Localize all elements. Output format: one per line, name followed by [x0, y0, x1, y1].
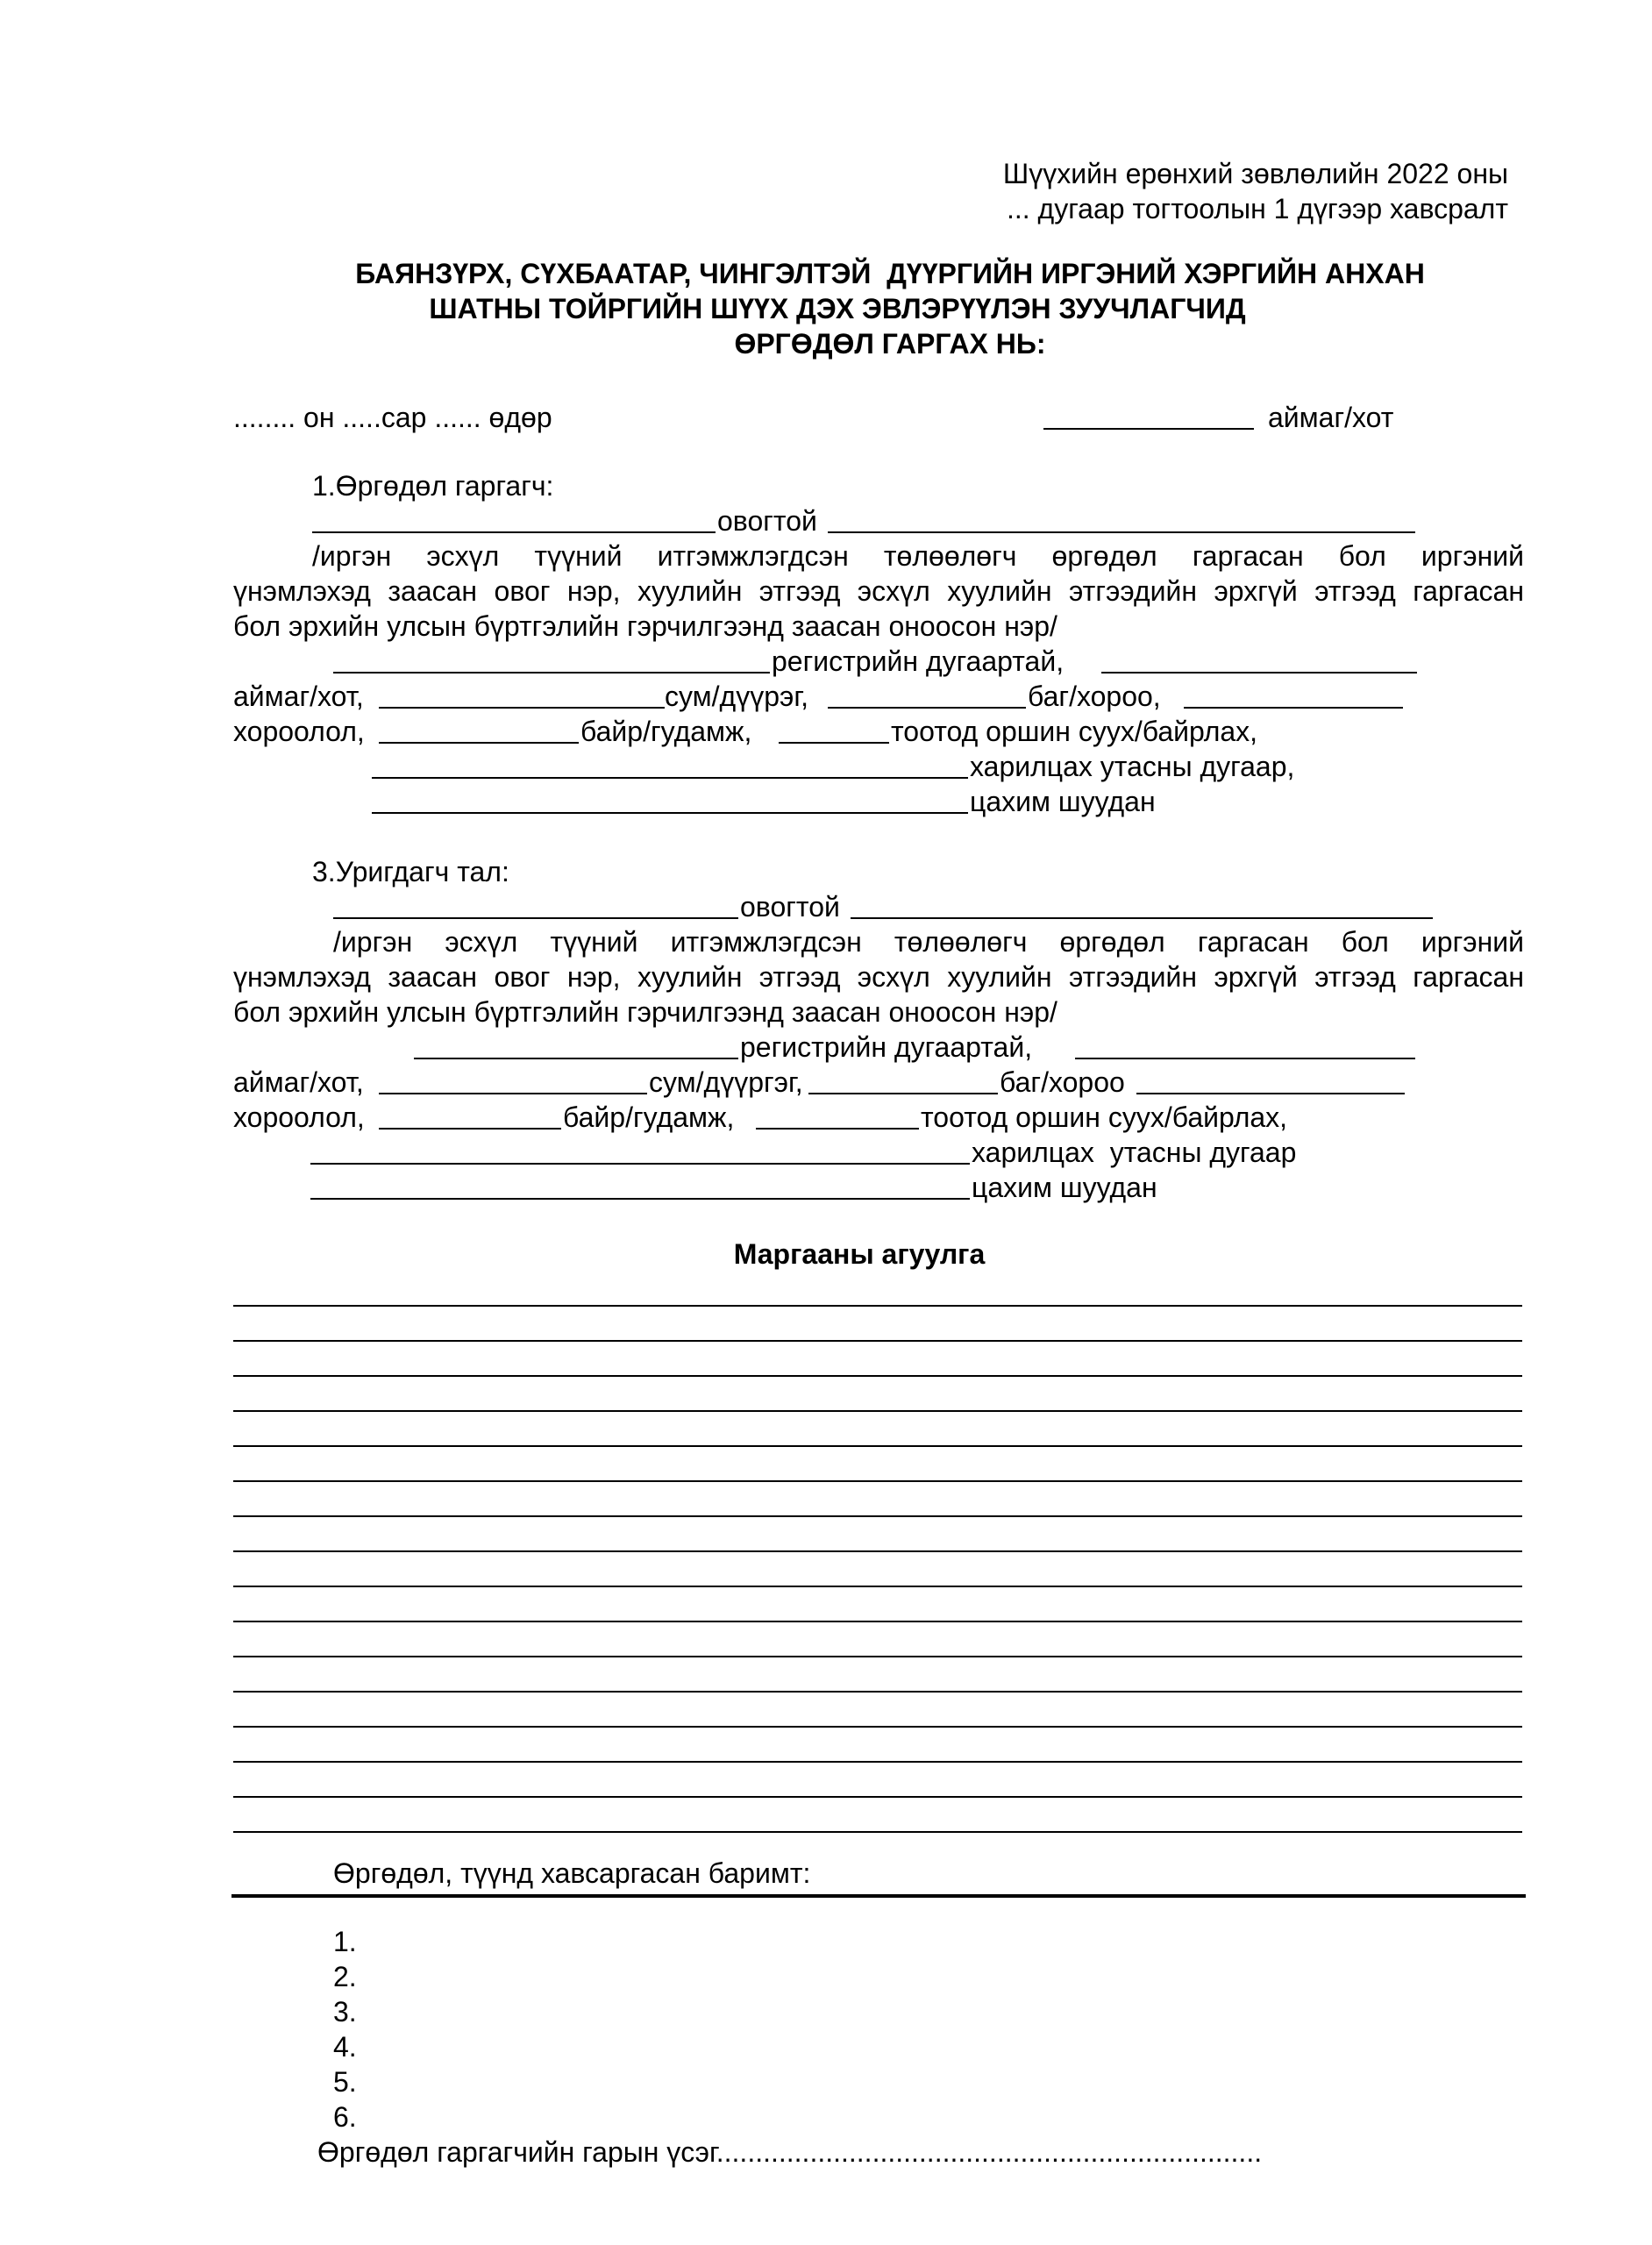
dispute-writing-line[interactable] [233, 1375, 1522, 1377]
aimag-blank[interactable] [1043, 403, 1254, 430]
respondent-aimag-label: аймаг/хот, [233, 1066, 364, 1098]
applicant-heading: 1.Өргөдөл гаргагч: [312, 470, 554, 502]
signature-line[interactable]: Өргөдөл гаргагчийн гарын үсэг...................................................................... [317, 2136, 1263, 2168]
attachments-divider [231, 1894, 1526, 1898]
applicant-aimag-blank[interactable] [379, 682, 665, 709]
applicant-register-blank[interactable] [333, 647, 770, 674]
applicant-bag-blank[interactable] [1184, 682, 1403, 709]
form-title-line-1: БАЯНЗҮРХ, СҮХБААТАР, ЧИНГЭЛТЭЙ ДҮҮРГИЙН ИРГЭНИЙ ХЭРГИЙН АНХАН [355, 258, 1425, 289]
header-note-line-1: Шүүхийн ерөнхий зөвлөлийн 2022 оны [1002, 158, 1508, 189]
dispute-heading: Маргааны агуулга [733, 1238, 986, 1270]
respondent-aimag-blank[interactable] [379, 1068, 647, 1094]
dispute-writing-line[interactable] [233, 1410, 1522, 1412]
dispute-writing-line[interactable] [233, 1761, 1522, 1763]
respondent-bag-blank[interactable] [1136, 1068, 1405, 1094]
dispute-writing-line[interactable] [233, 1340, 1522, 1342]
dispute-writing-line[interactable] [233, 1726, 1522, 1728]
dispute-writing-line[interactable] [233, 1515, 1522, 1517]
dispute-writing-line[interactable] [233, 1480, 1522, 1482]
applicant-note-line-1: /иргэн эсхүл түүний итгэмжлэгдсэн төлөөлөгч өргөдөл гаргасан бол иргэний [312, 540, 1524, 572]
respondent-sum-blank[interactable] [808, 1068, 998, 1094]
applicant-khoroolol-blank[interactable] [379, 717, 579, 744]
respondent-phone-blank[interactable] [310, 1138, 970, 1165]
applicant-aimag-label: аймаг/хот, [233, 681, 364, 712]
respondent-note-line-3: бол эрхийн улсын бүртгэлийн гэрчилгээнд заасан оноосон нэр/ [233, 996, 1057, 1028]
applicant-bair-label: байр/гудамж, [580, 716, 752, 747]
attachments-heading: Өргөдөл, түүнд хавсаргасан баримт: [333, 1857, 811, 1889]
applicant-khoroolol-label: хороолол, [233, 716, 365, 747]
applicant-name-blank[interactable] [828, 507, 1415, 533]
respondent-heading: 3.Уригдагч тал: [312, 856, 509, 887]
applicant-phone-blank[interactable] [372, 752, 968, 779]
applicant-email-blank[interactable] [372, 788, 968, 814]
respondent-note-line-2: үнэмлэхэд заасан овог нэр, хуулийн этгээд эсхүл хуулийн этгээдийн эрхгүй этгээд гаргасан [233, 961, 1524, 993]
respondent-register-number-blank[interactable] [1075, 1033, 1415, 1059]
applicant-email-label: цахим шуудан [970, 786, 1156, 817]
dispute-writing-line[interactable] [233, 1831, 1522, 1833]
dispute-writing-line[interactable] [233, 1550, 1522, 1552]
form-title-line-2: ШАТНЫ ТОЙРГИЙН ШҮҮХ ДЭХ ЭВЛЭРҮҮЛЭН ЗУУЧЛАГЧИД [429, 293, 1246, 324]
applicant-phone-label: харилцах утасны дугаар, [970, 751, 1295, 782]
applicant-surname-blank[interactable] [312, 507, 716, 533]
respondent-surname-blank[interactable] [333, 893, 738, 919]
applicant-toot-label: тоотод оршин суух/байрлах, [891, 716, 1258, 747]
dispute-writing-line[interactable] [233, 1796, 1522, 1798]
respondent-note-line-1: /иргэн эсхүл түүний итгэмжлэгдсэн төлөөлөгч өргөдөл гаргасан бол иргэний [333, 926, 1524, 958]
respondent-email-label: цахим шуудан [972, 1172, 1157, 1203]
applicant-ovogtoi-label: овогтой [717, 505, 817, 537]
applicant-register-label: регистрийн дугаартай, [772, 645, 1065, 677]
dispute-writing-line[interactable] [233, 1445, 1522, 1447]
respondent-bair-label: байр/гудамж, [563, 1101, 735, 1133]
header-note-line-2: ... дугаар тогтоолын 1 дүгээр хавсралт [1006, 193, 1508, 224]
respondent-register-blank[interactable] [414, 1033, 738, 1059]
respondent-bair-blank[interactable] [756, 1103, 919, 1130]
dispute-writing-line[interactable] [233, 1305, 1522, 1307]
dispute-writing-line[interactable] [233, 1586, 1522, 1587]
applicant-note-line-3: бол эрхийн улсын бүртгэлийн гэрчилгээнд заасан оноосон нэр/ [233, 610, 1057, 642]
attachment-item-5[interactable]: 5. [333, 2066, 357, 2098]
respondent-register-label: регистрийн дугаартай, [740, 1031, 1033, 1063]
respondent-ovogtoi-label: овогтой [740, 891, 840, 923]
respondent-sum-label: сум/дүүргэг, [649, 1066, 803, 1098]
dispute-writing-line[interactable] [233, 1656, 1522, 1657]
dispute-writing-line[interactable] [233, 1691, 1522, 1693]
attachment-item-3[interactable]: 3. [333, 1996, 357, 2028]
attachment-item-2[interactable]: 2. [333, 1961, 357, 1992]
date-fill-line: ........ он .....сар ...... өдөр [233, 402, 552, 433]
aimag-label: аймаг/хот [1268, 402, 1394, 433]
respondent-name-blank[interactable] [851, 893, 1433, 919]
form-title-line-3: ӨРГӨДӨЛ ГАРГАХ НЬ: [734, 328, 1046, 360]
dispute-writing-line[interactable] [233, 1621, 1522, 1622]
attachment-item-6[interactable]: 6. [333, 2101, 357, 2133]
applicant-sum-blank[interactable] [828, 682, 1026, 709]
applicant-bair-blank[interactable] [779, 717, 889, 744]
respondent-bag-label: баг/хороо [1000, 1066, 1125, 1098]
applicant-note-line-2: үнэмлэхэд заасан овог нэр, хуулийн этгээд эсхүл хуулийн этгээдийн эрхгүй этгээд гаргасан [233, 575, 1524, 607]
applicant-register-number-blank-2[interactable] [1101, 647, 1417, 674]
applicant-bag-label: баг/хороо, [1028, 681, 1161, 712]
respondent-toot-label: тоотод оршин суух/байрлах, [921, 1101, 1288, 1133]
applicant-sum-label: сум/дүүрэг, [665, 681, 808, 712]
respondent-email-blank[interactable] [310, 1173, 970, 1200]
respondent-khoroolol-label: хороолол, [233, 1101, 365, 1133]
attachment-item-1[interactable]: 1. [333, 1926, 357, 1957]
attachment-item-4[interactable]: 4. [333, 2031, 357, 2063]
respondent-phone-label: харилцах утасны дугаар [972, 1137, 1297, 1168]
respondent-khoroolol-blank[interactable] [379, 1103, 561, 1130]
